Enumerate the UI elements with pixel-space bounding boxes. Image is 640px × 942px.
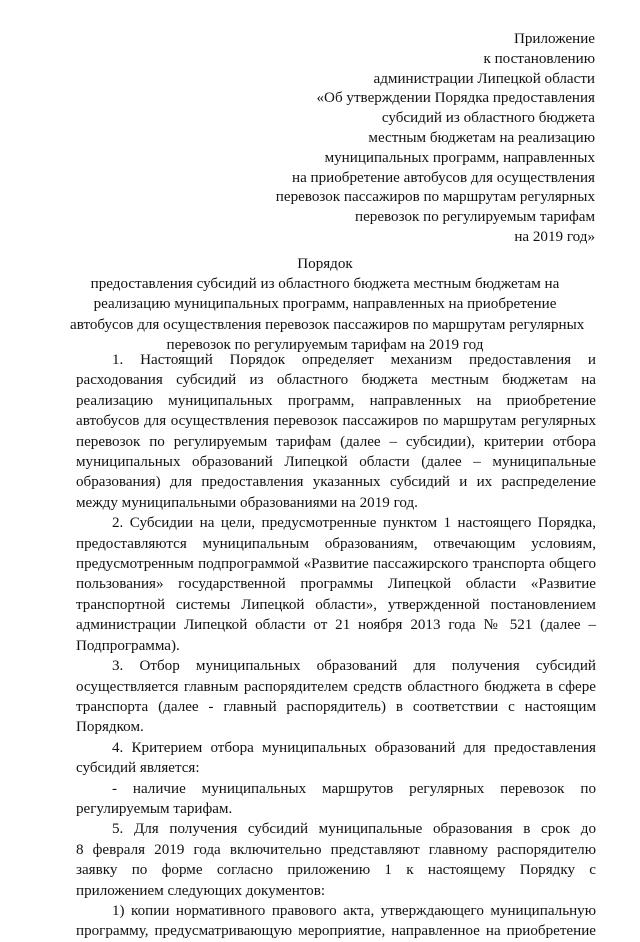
header-line: перевозок пассажиров по маршрутам регулярных (275, 189, 595, 206)
text-line: автобусов для осуществления перевозок пассажиров по маршрутам регулярных (76, 413, 596, 430)
text-line: 5. Для получения субсидий муниципальные образования в срок до (112, 821, 596, 838)
text-line: образования) для предоставления указанных субсидий и их распределение (76, 474, 596, 491)
header-line: администрации Липецкой области (373, 70, 595, 87)
text-line: транспорта (далее - главный распорядитель) в соответствии с настоящим (76, 698, 596, 715)
paragraph-4-item (76, 779, 596, 820)
text-line: предоставляются муниципальным образованиям, отвечающим условиям, (76, 535, 596, 552)
text-line: реализацию муниципальных программ, направленных на приобретение (76, 392, 596, 409)
text-line: Подпрограмма). (76, 637, 180, 654)
document-title (70, 254, 585, 355)
paragraph-4 (76, 738, 596, 779)
text-line: приложением следующих документов: (76, 882, 326, 899)
text-line: 4. Критерием отбора муниципальных образований для предоставления (112, 739, 596, 756)
header-line: на 2019 год» (514, 228, 595, 245)
paragraph-2 (76, 513, 596, 656)
paragraph-3 (76, 656, 596, 738)
header-line: Приложение (513, 31, 595, 47)
paragraph-5-item-1 (76, 901, 596, 942)
title-line: реализацию муниципальных программ, направленных на приобретение (93, 296, 557, 313)
text-line: 2. Субсидии на цели, предусмотренные пунктом 1 настоящего Порядка, (112, 515, 596, 532)
text-line: регулируемым тарифам. (76, 800, 233, 817)
text-line: - наличие муниципальных маршрутов регулярных перевозок по (112, 780, 596, 797)
text-line: перевозок по регулируемым тарифам (далее – субсидии), критерии отбора (76, 433, 596, 450)
text-line: администрации Липецкой области от 21 ноября 2013 года № 521 (далее – (76, 617, 596, 634)
header-line: на приобретение автобусов для осуществления (292, 169, 595, 186)
text-line: муниципальных образований Липецкой области (далее – муниципальные (76, 454, 596, 471)
header-line: «Об утверждении Порядка предоставления (316, 90, 595, 107)
paragraph-5 (76, 819, 596, 901)
text-line: осуществляется главным распорядителем средств областного бюджета в сфере (76, 678, 596, 695)
text-line: 3. Отбор муниципальных образований для получения субсидий (112, 658, 596, 675)
header-line: местным бюджетам на реализацию (368, 129, 595, 146)
header-line: муниципальных программ, направленных (324, 149, 595, 166)
text-line: 1) копии нормативного правового акта, утверждающего муниципальную (112, 902, 596, 919)
header-line: субсидий из областного бюджета (381, 110, 595, 127)
text-line: пользования» государственной программы Липецкой области «Развитие (76, 576, 596, 593)
title-line: перевозок по регулируемым тарифам на 2019 год (166, 336, 484, 353)
title-heading: Порядок (297, 256, 353, 272)
paragraph-1 (76, 350, 596, 513)
text-line: субсидий является: (76, 760, 200, 777)
text-line: заявку по форме согласно приложению 1 к настоящему Порядку с (76, 862, 596, 879)
appendix-header (255, 30, 595, 248)
text-line: 1. Настоящий Порядок определяет механизм предоставления и (112, 352, 596, 368)
document-body (76, 350, 596, 942)
text-line: программу, предусматривающую мероприятие, направленное на приобретение (76, 923, 596, 940)
text-line: 8 февраля 2019 года включительно представляют главному распорядителю (76, 841, 596, 858)
text-line: Порядком. (76, 719, 144, 736)
text-line: предусмотренным подпрограммой «Развитие пассажирского транспорта общего (76, 556, 596, 573)
text-line: расходования субсидий из областного бюджета местным бюджетам на (76, 372, 596, 389)
text-line: между муниципальными образованиями на 2019 год. (76, 494, 418, 511)
text-line: транспортной системы Липецкой области», утвержденной постановлением (76, 596, 596, 613)
header-line: к постановлению (483, 50, 595, 67)
title-line: автобусов для осуществления перевозок пассажиров по маршрутам регулярных (70, 316, 585, 333)
title-line: предоставления субсидий из областного бюджета местным бюджетам на (90, 276, 560, 293)
header-line: перевозок по регулируемым тарифам (355, 209, 595, 226)
